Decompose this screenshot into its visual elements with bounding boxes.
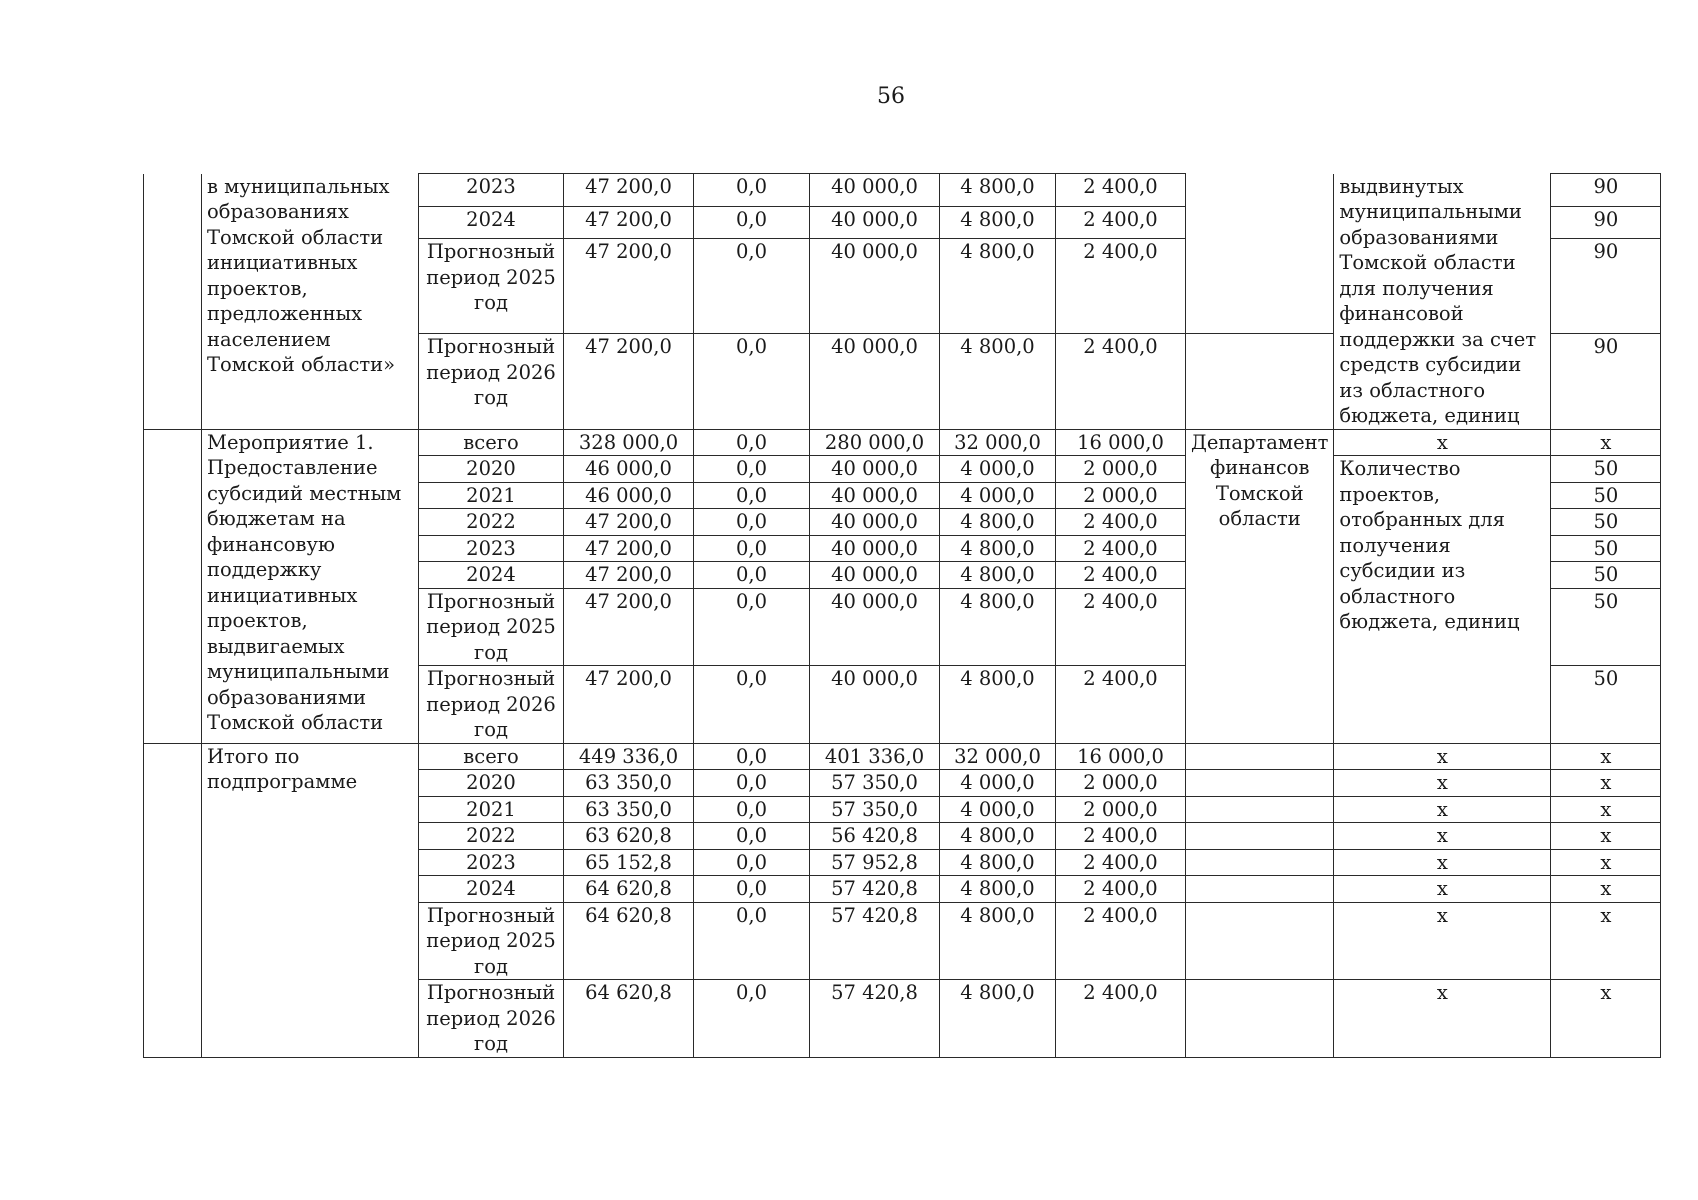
- federal-cell: 0,0: [694, 429, 810, 456]
- regional-cell: 40 000,0: [810, 174, 940, 207]
- indicator-value-cell: 50: [1551, 482, 1661, 509]
- local-cell: 4 800,0: [940, 535, 1056, 562]
- total-cell: 47 200,0: [564, 239, 694, 334]
- federal-cell: 0,0: [694, 206, 810, 239]
- indicator-value-cell: 90: [1551, 334, 1661, 429]
- indicator-value-cell: 50: [1551, 588, 1661, 666]
- indicator-value-cell: 50: [1551, 666, 1661, 744]
- federal-cell: 0,0: [694, 823, 810, 850]
- local-cell: 4 800,0: [940, 666, 1056, 744]
- total-cell: 65 152,8: [564, 849, 694, 876]
- period-cell: 2024: [419, 206, 564, 239]
- period-cell: Прогнозный период 2026 год: [419, 980, 564, 1058]
- period-cell: Прогнозный период 2026 год: [419, 666, 564, 744]
- indicator-value-cell: 90: [1551, 239, 1661, 334]
- federal-cell: 0,0: [694, 980, 810, 1058]
- indicator-cell: х: [1334, 743, 1551, 770]
- activity-name-cell: в муниципальных образованиях Томской области инициативных проектов, предложенных населением Томской области»: [202, 174, 419, 430]
- budget-table: [143, 173, 1661, 1058]
- total-cell: 64 620,8: [564, 876, 694, 903]
- local-cell: 4 000,0: [940, 482, 1056, 509]
- other-cell: 2 400,0: [1056, 509, 1186, 536]
- regional-cell: 40 000,0: [810, 666, 940, 744]
- federal-cell: 0,0: [694, 456, 810, 483]
- indicator-cell: выдвинутых муниципальными образованиями Томской области для получения финансовой поддержки за счет средств субсидии из областного бюджета, единиц: [1334, 174, 1551, 430]
- total-cell: 63 620,8: [564, 823, 694, 850]
- indicator-cell: х: [1334, 876, 1551, 903]
- regional-cell: 40 000,0: [810, 535, 940, 562]
- local-cell: 4 800,0: [940, 876, 1056, 903]
- regional-cell: 280 000,0: [810, 429, 940, 456]
- total-cell: 47 200,0: [564, 334, 694, 429]
- executor-cell: [1186, 902, 1334, 980]
- indicator-value-cell: х: [1551, 770, 1661, 797]
- other-cell: 2 400,0: [1056, 206, 1186, 239]
- local-cell: 4 800,0: [940, 823, 1056, 850]
- federal-cell: 0,0: [694, 902, 810, 980]
- local-cell: 4 800,0: [940, 334, 1056, 429]
- regional-cell: 57 420,8: [810, 980, 940, 1058]
- total-cell: 47 200,0: [564, 174, 694, 207]
- total-cell: 449 336,0: [564, 743, 694, 770]
- federal-cell: 0,0: [694, 509, 810, 536]
- period-cell: Прогнозный период 2025 год: [419, 588, 564, 666]
- regional-cell: 40 000,0: [810, 562, 940, 589]
- local-cell: 4 800,0: [940, 980, 1056, 1058]
- federal-cell: 0,0: [694, 174, 810, 207]
- regional-cell: 57 420,8: [810, 876, 940, 903]
- other-cell: 2 400,0: [1056, 334, 1186, 429]
- other-cell: 2 000,0: [1056, 770, 1186, 797]
- other-cell: 2 400,0: [1056, 980, 1186, 1058]
- period-cell: Прогнозный период 2025 год: [419, 239, 564, 334]
- other-cell: 2 400,0: [1056, 902, 1186, 980]
- row-number-cell: [144, 743, 202, 1057]
- local-cell: 4 800,0: [940, 509, 1056, 536]
- federal-cell: 0,0: [694, 666, 810, 744]
- row-number-cell: [144, 429, 202, 743]
- federal-cell: 0,0: [694, 849, 810, 876]
- regional-cell: 40 000,0: [810, 239, 940, 334]
- federal-cell: 0,0: [694, 770, 810, 797]
- period-cell: 2024: [419, 562, 564, 589]
- indicator-cell: х: [1334, 429, 1551, 456]
- local-cell: 4 800,0: [940, 902, 1056, 980]
- period-cell: Прогнозный период 2025 год: [419, 902, 564, 980]
- other-cell: 16 000,0: [1056, 429, 1186, 456]
- executor-cell: [1186, 849, 1334, 876]
- total-cell: 47 200,0: [564, 666, 694, 744]
- federal-cell: 0,0: [694, 535, 810, 562]
- row-number-cell: [144, 174, 202, 430]
- indicator-cell: х: [1334, 980, 1551, 1058]
- other-cell: 2 400,0: [1056, 562, 1186, 589]
- total-cell: 63 350,0: [564, 796, 694, 823]
- other-cell: 2 400,0: [1056, 535, 1186, 562]
- local-cell: 4 800,0: [940, 562, 1056, 589]
- other-cell: 2 400,0: [1056, 876, 1186, 903]
- executor-cell: [1186, 770, 1334, 797]
- local-cell: 32 000,0: [940, 743, 1056, 770]
- period-cell: 2023: [419, 174, 564, 207]
- other-cell: 2 000,0: [1056, 796, 1186, 823]
- table-row: [144, 743, 1661, 770]
- regional-cell: 57 952,8: [810, 849, 940, 876]
- federal-cell: 0,0: [694, 334, 810, 429]
- regional-cell: 57 420,8: [810, 902, 940, 980]
- table-row: [144, 429, 1661, 456]
- table-row: [144, 174, 1661, 207]
- indicator-cell: х: [1334, 823, 1551, 850]
- total-cell: 64 620,8: [564, 980, 694, 1058]
- regional-cell: 57 350,0: [810, 770, 940, 797]
- indicator-cell: х: [1334, 796, 1551, 823]
- local-cell: 32 000,0: [940, 429, 1056, 456]
- federal-cell: 0,0: [694, 239, 810, 334]
- period-cell: 2021: [419, 482, 564, 509]
- indicator-value-cell: х: [1551, 796, 1661, 823]
- local-cell: 4 800,0: [940, 206, 1056, 239]
- regional-cell: 40 000,0: [810, 588, 940, 666]
- period-cell: Прогнозный период 2026 год: [419, 334, 564, 429]
- period-cell: всего: [419, 429, 564, 456]
- executor-cell: [1186, 174, 1334, 334]
- indicator-cell: х: [1334, 770, 1551, 797]
- local-cell: 4 000,0: [940, 796, 1056, 823]
- regional-cell: 40 000,0: [810, 334, 940, 429]
- period-cell: 2021: [419, 796, 564, 823]
- regional-cell: 56 420,8: [810, 823, 940, 850]
- activity-name-cell: Итого по подпрограмме: [202, 743, 419, 1057]
- other-cell: 2 400,0: [1056, 174, 1186, 207]
- indicator-cell: Количество проектов, отобранных для получения субсидии из областного бюджета, единиц: [1334, 456, 1551, 744]
- executor-cell: [1186, 796, 1334, 823]
- indicator-value-cell: 50: [1551, 562, 1661, 589]
- other-cell: 2 400,0: [1056, 588, 1186, 666]
- total-cell: 47 200,0: [564, 562, 694, 589]
- federal-cell: 0,0: [694, 876, 810, 903]
- total-cell: 47 200,0: [564, 206, 694, 239]
- executor-cell: [1186, 876, 1334, 903]
- local-cell: 4 800,0: [940, 849, 1056, 876]
- period-cell: 2020: [419, 770, 564, 797]
- indicator-value-cell: 50: [1551, 456, 1661, 483]
- federal-cell: 0,0: [694, 482, 810, 509]
- indicator-value-cell: 50: [1551, 535, 1661, 562]
- indicator-value-cell: 90: [1551, 174, 1661, 207]
- local-cell: 4 800,0: [940, 239, 1056, 334]
- indicator-value-cell: х: [1551, 823, 1661, 850]
- indicator-value-cell: 50: [1551, 509, 1661, 536]
- indicator-value-cell: х: [1551, 743, 1661, 770]
- indicator-value-cell: х: [1551, 902, 1661, 980]
- local-cell: 4 000,0: [940, 770, 1056, 797]
- other-cell: 16 000,0: [1056, 743, 1186, 770]
- federal-cell: 0,0: [694, 562, 810, 589]
- period-cell: всего: [419, 743, 564, 770]
- other-cell: 2 400,0: [1056, 823, 1186, 850]
- total-cell: 47 200,0: [564, 588, 694, 666]
- other-cell: 2 400,0: [1056, 239, 1186, 334]
- total-cell: 64 620,8: [564, 902, 694, 980]
- executor-cell: [1186, 334, 1334, 429]
- other-cell: 2 000,0: [1056, 482, 1186, 509]
- regional-cell: 40 000,0: [810, 482, 940, 509]
- executor-cell: [1186, 743, 1334, 770]
- period-cell: 2023: [419, 535, 564, 562]
- indicator-value-cell: 90: [1551, 206, 1661, 239]
- indicator-value-cell: х: [1551, 849, 1661, 876]
- total-cell: 47 200,0: [564, 509, 694, 536]
- total-cell: 63 350,0: [564, 770, 694, 797]
- activity-name-cell: Мероприятие 1. Предоставление субсидий местным бюджетам на финансовую поддержку инициативных проектов, выдвигаемых муниципальными образованиями Томской области: [202, 429, 419, 743]
- page-number: 56: [877, 84, 905, 109]
- regional-cell: 40 000,0: [810, 509, 940, 536]
- local-cell: 4 000,0: [940, 456, 1056, 483]
- other-cell: 2 400,0: [1056, 666, 1186, 744]
- indicator-cell: х: [1334, 849, 1551, 876]
- federal-cell: 0,0: [694, 588, 810, 666]
- local-cell: 4 800,0: [940, 174, 1056, 207]
- period-cell: 2023: [419, 849, 564, 876]
- executor-cell: [1186, 980, 1334, 1058]
- indicator-value-cell: х: [1551, 429, 1661, 456]
- other-cell: 2 000,0: [1056, 456, 1186, 483]
- federal-cell: 0,0: [694, 743, 810, 770]
- other-cell: 2 400,0: [1056, 849, 1186, 876]
- executor-cell: [1186, 823, 1334, 850]
- indicator-value-cell: х: [1551, 980, 1661, 1058]
- local-cell: 4 800,0: [940, 588, 1056, 666]
- total-cell: 46 000,0: [564, 456, 694, 483]
- period-cell: 2022: [419, 509, 564, 536]
- total-cell: 46 000,0: [564, 482, 694, 509]
- period-cell: 2022: [419, 823, 564, 850]
- indicator-value-cell: х: [1551, 876, 1661, 903]
- federal-cell: 0,0: [694, 796, 810, 823]
- period-cell: 2020: [419, 456, 564, 483]
- regional-cell: 40 000,0: [810, 206, 940, 239]
- period-cell: 2024: [419, 876, 564, 903]
- total-cell: 47 200,0: [564, 535, 694, 562]
- total-cell: 328 000,0: [564, 429, 694, 456]
- executor-cell: Департамент финансов Томской области: [1186, 429, 1334, 743]
- regional-cell: 57 350,0: [810, 796, 940, 823]
- regional-cell: 40 000,0: [810, 456, 940, 483]
- indicator-cell: х: [1334, 902, 1551, 980]
- regional-cell: 401 336,0: [810, 743, 940, 770]
